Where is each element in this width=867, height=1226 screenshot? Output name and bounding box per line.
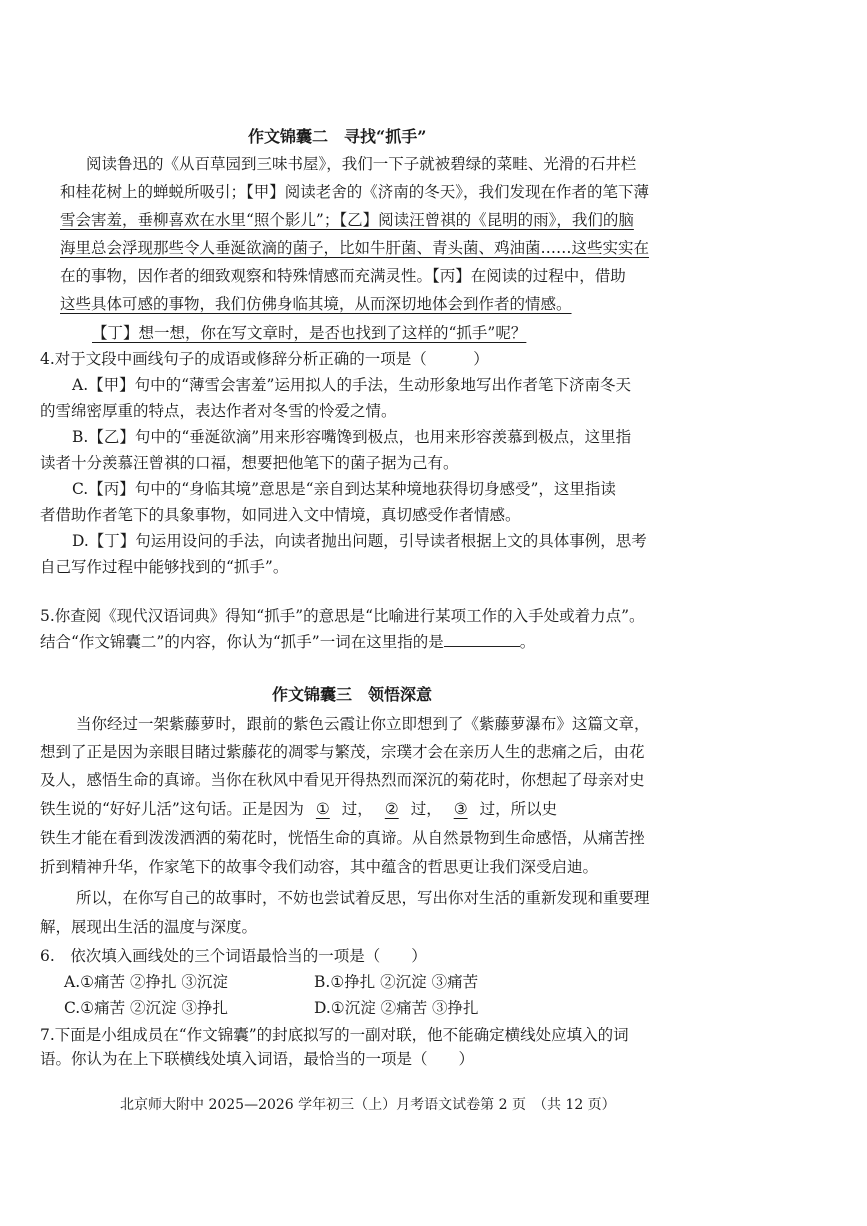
option-line: C.【丙】句中的“身临其境”意思是“亲自到达某种境地获得切身感受”，这里指读 [72, 480, 616, 498]
option-d: D.①沉淀 ②痛苦 ③挣扎 [314, 999, 479, 1017]
option-line: D.【丁】句运用设问的手法，向读者抛出问题，引导读者根据上文的具体事例，思考 [72, 532, 647, 550]
paragraph-line [40, 797, 557, 821]
fill-blank-3: ③ [453, 800, 468, 818]
paragraph-text: 过，所以史 [479, 800, 558, 818]
option-line: 读者十分羡慕汪曾祺的口福，想要把他笔下的菌子据为己有。 [40, 454, 459, 472]
paragraph-line: 海里总会浮现那些令人垂涎欲滴的菌子，比如牛肝菌、青头菌、鸡油菌……这些实实在 [60, 239, 650, 257]
question-stem: 6. 依次填入画线处的三个词语最恰当的一项是（ ） [40, 947, 427, 965]
section-title: 作文锦囊三 领悟深意 [272, 685, 433, 704]
paragraph-line: 想到了正是因为亲眼目睹过紫藤花的凋零与繁茂，宗璞才会在亲历人生的悲痛之后，由花 [40, 743, 645, 761]
question-text: 结合“作文锦囊二”的内容，你认为“抓手”一词在这里指的是 [40, 633, 444, 651]
option-line: A.【甲】句中的“薄雪会害羞”运用拟人的手法，生动形象地写出作者笔下济南冬天 [72, 376, 631, 394]
fill-blank-2: ② [384, 800, 399, 818]
paragraph-line: 在的事物，因作者的细致观察和特殊情感而充满灵性。【丙】在阅读的过程中，借助 [60, 267, 626, 285]
paragraph-line: 雪会害羞，垂柳喜欢在水里“照个影儿”；【乙】阅读汪曾祺的《昆明的雨》，我们的脑 [60, 211, 634, 229]
page-footer: 北京师大附中 2025—2026 学年初三（上）月考语文试卷第 2 页 （共 12 页） [120, 1097, 616, 1113]
option-b: B.①挣扎 ②沉淀 ③痛苦 [314, 973, 479, 991]
paragraph-line: 所以，在你写自己的故事时，不妨也尝试着反思，写出你对生活的重新发现和重要理 [76, 889, 650, 907]
paragraph-line: 铁生才能在看到泼泼洒洒的菊花时，恍悟生命的真谛。从自然景物到生命感悟，从痛苦挫 [40, 829, 645, 847]
question-stem: 4.对于文段中画线句子的成语或修辞分析正确的一项是（ ） [40, 350, 489, 368]
paragraph-line: 当你经过一架紫藤萝时，跟前的紫色云霞让你立即想到了《紫藤萝瀑布》这篇文章， [76, 715, 650, 733]
answer-blank[interactable] [444, 630, 520, 647]
paragraph-line: 解，展现出生活的温度与深度。 [40, 918, 258, 936]
paragraph-text: 过， [341, 800, 373, 818]
paragraph-text: 铁生说的“好好儿活”这句话。正是因为 [40, 800, 304, 818]
paragraph-line: 和桂花树上的蝉蜕所吸引；【甲】阅读老舍的《济南的冬天》，我们发现在作者的笔下薄 [60, 183, 650, 201]
option-c: C.①痛苦 ②沉淀 ③挣扎 [64, 999, 228, 1017]
paragraph-line: 及人，感悟生命的真谛。当你在秋风中看见开得热烈而深沉的菊花时，你想起了母亲对史 [40, 771, 645, 789]
option-a: A.①痛苦 ②挣扎 ③沉淀 [64, 973, 228, 991]
question-text-end: 。 [519, 633, 536, 651]
option-line: 者借助作者笔下的具象事物，如同进入文中情境，真切感受作者情感。 [40, 506, 521, 524]
paragraph-line: 阅读鲁迅的《从百草园到三味书屋》，我们一下子就被碧绿的菜畦、光滑的石井栏 [86, 155, 637, 173]
paragraph-line: 【丁】想一想，你在写文章时，是否也找到了这样的“抓手”呢？ [92, 324, 527, 342]
paragraph-line: 折到精神升华，作家笔下的故事令我们动容，其中蕴含的哲思更让我们深受启迪。 [40, 858, 599, 876]
question-stem: 5.你查阅《现代汉语词典》得知“抓手”的意思是“比喻进行某项工作的入手处或着力点”。 [40, 607, 645, 625]
option-line: 的雪绵密厚重的特点，表达作者对冬雪的怜爱之情。 [40, 402, 397, 420]
option-line: B.【乙】句中的“垂涎欲滴”用来形容嘴馋到极点，也用来形容羡慕到极点，这里指 [72, 428, 632, 446]
option-line: 自己写作过程中能够找到的“抓手”。 [40, 558, 289, 576]
paragraph-line: 这些具体可感的事物，我们仿佛身临其境，从而深切地体会到作者的情感。 [60, 295, 572, 313]
section-title: 作文锦囊二 寻找“抓手” [248, 127, 427, 146]
paragraph-text: 过， [410, 800, 442, 818]
question-stem-line [40, 630, 535, 654]
fill-blank-1: ① [315, 800, 330, 818]
question-stem: 语。你认为在上下联横线处填入词语，最恰当的一项是（ ） [40, 1050, 475, 1068]
question-stem: 7.下面是小组成员在“作文锦囊”的封底拟写的一副对联，他不能确定横线处应填入的词 [40, 1026, 629, 1044]
